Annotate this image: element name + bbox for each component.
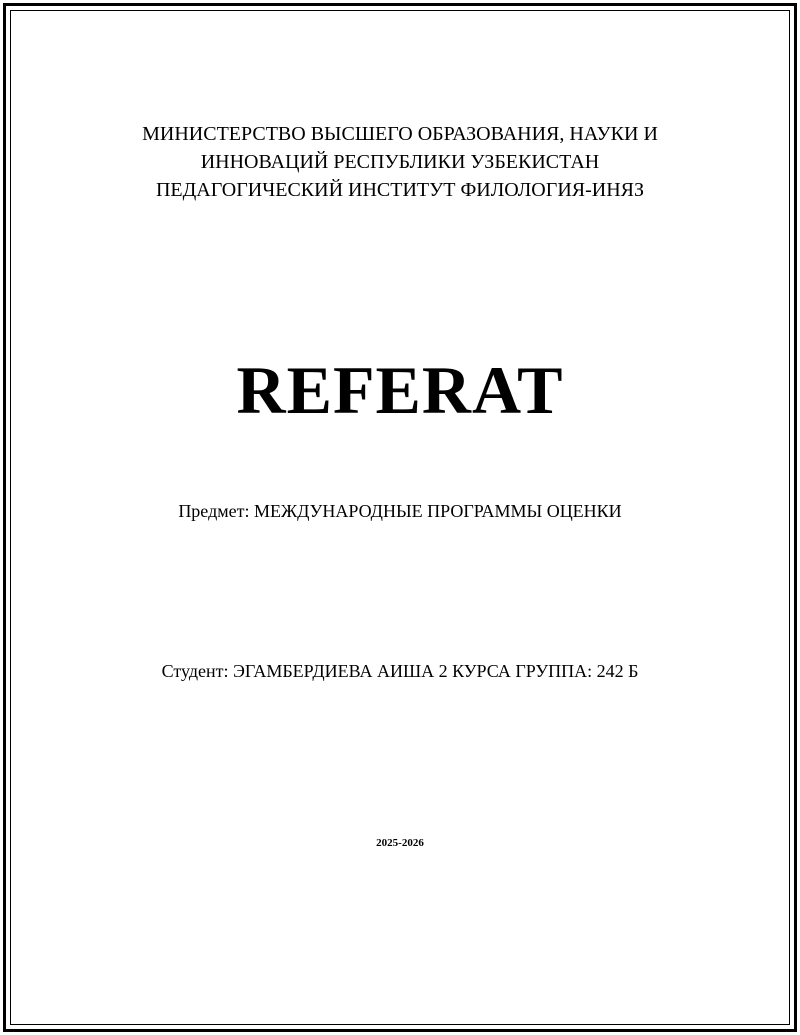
header-line-ministry: МИНИСТЕРСТВО ВЫСШЕГО ОБРАЗОВАНИЯ, НАУКИ И — [142, 123, 658, 145]
header-line-republic: ИННОВАЦИЙ РЕСПУБЛИКИ УЗБЕКИСТАН — [200, 151, 600, 173]
header-line-institute: ПЕДАГОГИЧЕСКИЙ ИНСТИТУТ ФИЛОЛОГИЯ-ИНЯЗ — [155, 179, 645, 201]
academic-year: 2025-2026 — [376, 837, 424, 849]
subject-line: Предмет: МЕЖДУНАРОДНЫЕ ПРОГРАММЫ ОЦЕНКИ — [178, 501, 622, 521]
student-line: Студент: ЭГАМБЕРДИЕВА АИША 2 КУРСА ГРУППА: 242 Б — [161, 661, 639, 681]
institution-header — [0, 120, 800, 204]
document-title: REFERAT — [236, 352, 564, 428]
